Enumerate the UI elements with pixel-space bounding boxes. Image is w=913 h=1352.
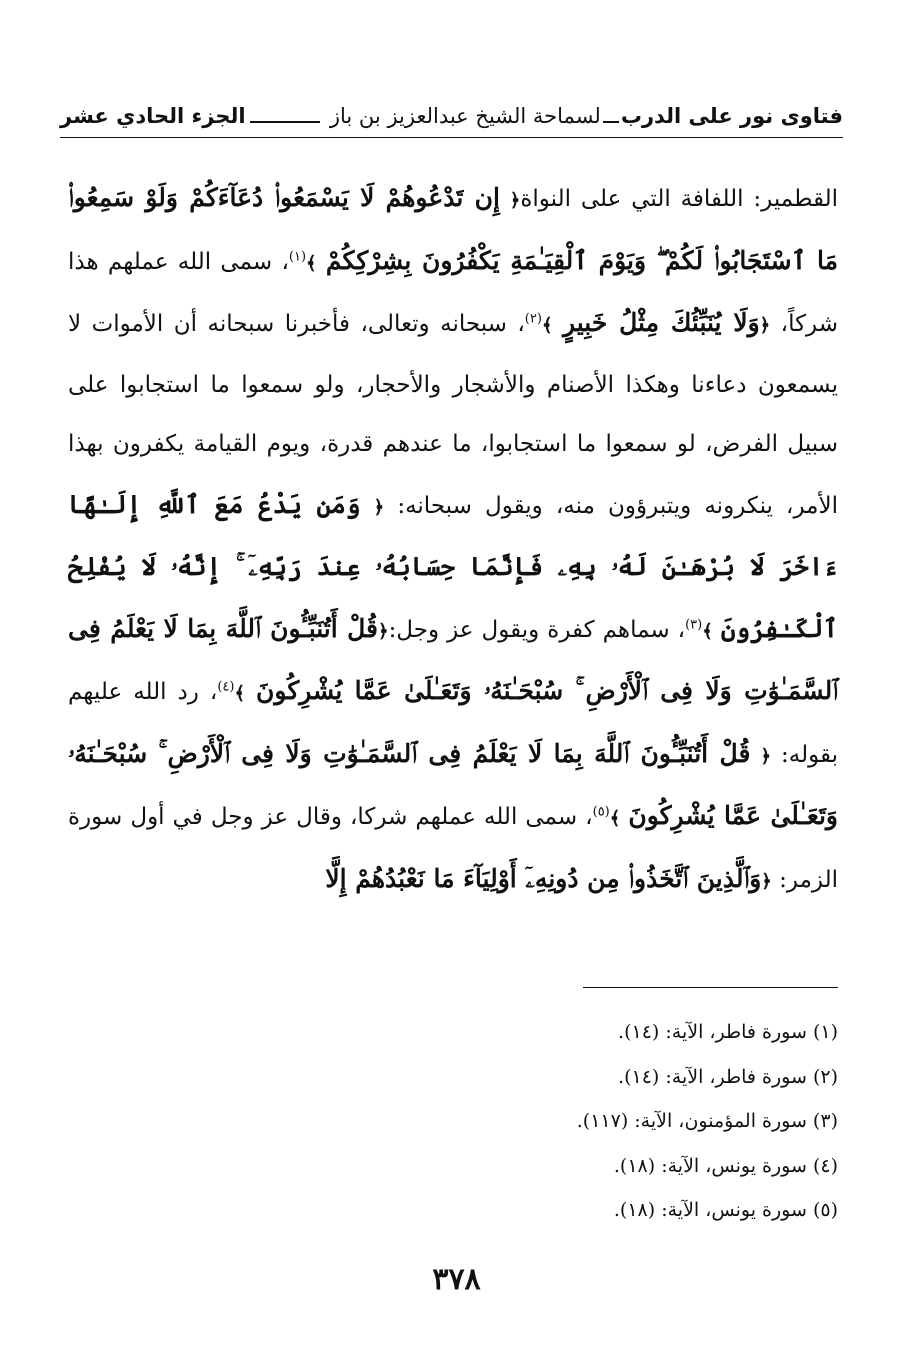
ornate-bracket-close: ﴾ bbox=[306, 252, 317, 274]
paragraph bbox=[68, 168, 838, 911]
ornate-bracket-open: ﴿ bbox=[509, 190, 521, 211]
part-title: الجزء الحادي عشر bbox=[60, 104, 246, 128]
running-header bbox=[60, 96, 843, 136]
series-title: فتاوى نور على الدرب bbox=[620, 104, 843, 128]
ornate-bracket-close: ﴾ bbox=[541, 315, 553, 336]
footnote-ref[interactable]: (١) bbox=[288, 248, 307, 264]
ornate-bracket-open: ﴿ bbox=[759, 315, 771, 336]
text-segment: ، سماهم كفرة ويقول عز وجل: bbox=[388, 616, 686, 643]
footnote-ref[interactable]: (٢) bbox=[524, 311, 542, 327]
footnote-ref[interactable]: (٥) bbox=[592, 804, 610, 820]
main-text bbox=[68, 168, 838, 911]
ornate-bracket-open: ﴿ bbox=[378, 620, 389, 642]
ornate-bracket-close: ﴾ bbox=[234, 683, 246, 704]
footnote-item: (٥) سورة يونس، الآية: (١٨). bbox=[613, 1199, 838, 1221]
quran-verse: قُلْ أَتُنَبِّـُٔونَ ٱللَّهَ بِمَا لَا يَعْلَمُ فِى ٱلسَّمَـٰوَٰتِ وَلَا فِى ٱلْأَرْضِ ۚ سُبْحَـٰنَهُۥ وَتَعَـٰلَىٰ عَمَّا يُشْرِكُونَ bbox=[68, 613, 838, 705]
quran-verse: وَٱلَّذِينَ ٱتَّخَذُوا۟ مِن دُونِهِۦٓ أَوْلِيَآءَ مَا نَعْبُدُهُمْ إِلَّا bbox=[325, 863, 762, 893]
footnotes-list bbox=[338, 1010, 838, 1233]
header-dash bbox=[603, 121, 619, 123]
text-segment: القطمير: اللفافة التي على النواة bbox=[520, 186, 839, 212]
text-segment: ، رد الله عليهم بقوله: bbox=[68, 679, 839, 768]
footnote-item: (٤) سورة يونس، الآية: (١٨). bbox=[613, 1154, 838, 1177]
ornate-bracket-close: ﴾ bbox=[609, 808, 621, 829]
header-underline bbox=[60, 137, 843, 138]
footnote-item: (٣) سورة المؤمنون، الآية: (١١٧). bbox=[576, 1110, 838, 1132]
text-segment: ، سمى الله عملهم شركا، وقال عز وجل في أول سورة الزمر: bbox=[68, 804, 838, 893]
quran-verse: وَمَن يَدْعُ مَعَ ٱللَّهِ إِلَـٰهًا ءَاخَرَ لَا بُرْهَـٰنَ لَهُۥ بِهِۦ فَإِنَّمَا حِسَابُهُۥ عِندَ رَبِّهِۦٓ ۚ إِنَّهُۥ لَا يُفْلِحُ ٱلْكَـٰفِرُونَ bbox=[68, 489, 838, 643]
footnote-item: (١) سورة فاطر، الآية: (١٤). bbox=[618, 1021, 838, 1043]
quran-verse: قُلْ أَتُنَبِّـُٔونَ ٱللَّهَ بِمَا لَا يَعْلَمُ فِى ٱلسَّمَـٰوَٰتِ وَلَا فِى ٱلْأَرْضِ ۚ سُبْحَـٰنَهُۥ وَتَعَـٰلَىٰ عَمَّا يُشْرِكُونَ bbox=[68, 738, 839, 830]
ornate-bracket-close: ﴾ bbox=[702, 620, 713, 642]
ornate-bracket-open: ﴿ bbox=[760, 745, 771, 767]
footnote-separator bbox=[583, 987, 838, 988]
quran-verse: إِن تَدْعُوهُمْ لَا يَسْمَعُوا۟ دُعَآءَكُمْ وَلَوْ سَمِعُوا۟ مَا ٱسْتَجَابُوا۟ لَكُمْ ۖ وَيَوْمَ ٱلْقِيَـٰمَةِ يَكْفُرُونَ بِشِرْكِكُمْ bbox=[68, 183, 838, 275]
footnote-ref[interactable]: (٤) bbox=[217, 679, 235, 695]
footnote-ref[interactable]: (٣) bbox=[685, 616, 703, 632]
header-rule bbox=[250, 121, 320, 123]
quran-verse: وَلَا يُنَبِّئُكَ مِثْلُ خَبِيرٍ bbox=[562, 308, 760, 337]
text-segment: ، سبحانه وتعالى، فأخبرنا سبحانه أن الأموات لا يسمعون دعاءنا وهكذا الأصنام والأشجار والأحجار، ولو سمعوا ما استجابوا على سبيل الفرض، لو سمعوا ما استجابوا، ما عندهم قدرة، ويوم القيامة يكفرون بهذا الأمر، ينكرونه ويتبرؤون منه، ويقول سبحانه: bbox=[68, 311, 838, 519]
ornate-bracket-open: ﴿ bbox=[373, 496, 385, 518]
text-segment: ، سمى الله عملهم هذا شركاً، bbox=[68, 248, 838, 337]
footnote-item: (٢) سورة فاطر، الآية: (١٤). bbox=[618, 1065, 838, 1088]
page-number: ٣٧٨ bbox=[432, 1262, 481, 1297]
author-name: لسماحة الشيخ عبدالعزيز بن باز bbox=[329, 104, 601, 128]
ornate-bracket-open: ﴿ bbox=[761, 870, 772, 892]
